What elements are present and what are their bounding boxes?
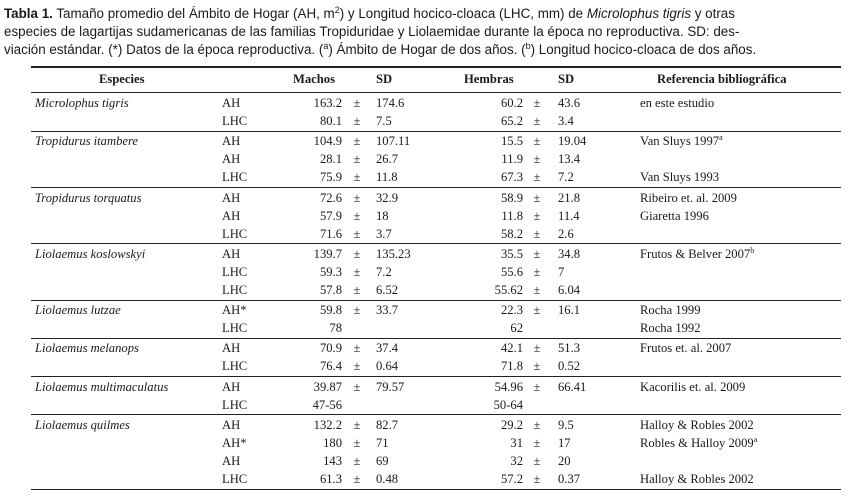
sd-machos-value: 174.6 bbox=[376, 96, 405, 110]
machos-value: 76.4 bbox=[319, 359, 342, 374]
variable-cell: AH bbox=[222, 96, 241, 110]
species-name: Liolaemus lutzae bbox=[35, 303, 121, 318]
species-name: Tropidurus itambere bbox=[35, 134, 138, 149]
caption-superscript: 2 bbox=[334, 5, 340, 15]
machos-value: 71.6 bbox=[319, 226, 342, 241]
species-name: Microlophus tigris bbox=[35, 96, 129, 110]
variable-cell: LHC bbox=[222, 114, 248, 129]
reference-text: Frutos et. al. 2007 bbox=[640, 341, 732, 356]
machos-value: 104.9 bbox=[313, 134, 342, 149]
plus-minus-hembras: ± bbox=[533, 134, 541, 149]
table-top-rule bbox=[31, 66, 841, 68]
caption-label: Tabla 1. bbox=[4, 6, 53, 21]
reference-cell bbox=[640, 416, 754, 435]
plus-minus-machos: ± bbox=[353, 379, 361, 394]
reference-text: Ribeiro et. al. 2009 bbox=[640, 190, 737, 205]
hembras-value: 11.9 bbox=[501, 152, 523, 167]
reference-text: Robles & Halloy 2009 bbox=[640, 435, 754, 450]
plus-minus-machos: ± bbox=[353, 264, 361, 279]
variable-cell: LHC bbox=[222, 397, 248, 412]
machos-value: 139.7 bbox=[313, 246, 342, 261]
plus-minus-machos: ± bbox=[353, 96, 361, 110]
plus-minus-hembras: ± bbox=[533, 170, 541, 185]
sd-machos-value: 7.2 bbox=[376, 264, 392, 279]
machos-value: 47-56 bbox=[312, 397, 342, 412]
sd-hembras-value: 0.52 bbox=[558, 359, 581, 374]
plus-minus-hembras: ± bbox=[533, 359, 541, 374]
machos-value: 78 bbox=[329, 321, 342, 336]
reference-text: Kacorilis et. al. 2009 bbox=[640, 379, 746, 394]
variable-cell: AH bbox=[222, 379, 241, 394]
machos-value: 80.1 bbox=[319, 114, 342, 129]
plus-minus-hembras bbox=[531, 396, 543, 415]
plus-minus-machos: ± bbox=[353, 453, 361, 468]
sd-hembras-value: 6.04 bbox=[558, 283, 581, 297]
sd-machos-value: 18 bbox=[376, 208, 389, 223]
machos-value: 28.1 bbox=[319, 152, 342, 167]
hembras-value: 29.2 bbox=[500, 417, 523, 432]
machos-value: 72.6 bbox=[319, 190, 342, 205]
machos-value: 59.8 bbox=[319, 303, 342, 318]
caption-text: ) Longitud hocico-cloaca de dos años. bbox=[530, 42, 757, 57]
sd-hembras-value: 21.8 bbox=[558, 190, 581, 205]
hembras-value: 55.62 bbox=[494, 283, 523, 297]
caption-superscript: b bbox=[525, 41, 531, 51]
caption-text: viación estándar. (*) Datos de la época reproductiva. ( bbox=[4, 42, 324, 57]
plus-minus-hembras: ± bbox=[533, 190, 541, 205]
hembras-value: 55.6 bbox=[500, 264, 523, 279]
hembras-value: 58.9 bbox=[500, 190, 523, 205]
sd-machos-value: 26.7 bbox=[376, 152, 399, 167]
variable-cell: LHC bbox=[222, 170, 248, 185]
sd-hembras-value: 2.6 bbox=[558, 226, 574, 241]
caption-text: y otras bbox=[691, 6, 735, 21]
plus-minus-hembras: ± bbox=[533, 435, 541, 450]
hembras-value: 58.2 bbox=[500, 226, 523, 241]
reference-text: Halloy & Robles 2002 bbox=[640, 417, 754, 432]
plus-minus-hembras: ± bbox=[533, 379, 541, 394]
table-bottom-rule bbox=[31, 489, 841, 491]
machos-value: 57.9 bbox=[319, 208, 342, 223]
hembras-value: 62 bbox=[510, 321, 523, 336]
reference-cell bbox=[640, 301, 701, 320]
reference-superscript: a bbox=[753, 434, 758, 444]
plus-minus-machos: ± bbox=[353, 417, 361, 432]
plus-minus-hembras: ± bbox=[533, 246, 541, 261]
sd-hembras-value bbox=[558, 319, 628, 338]
variable-cell: AH bbox=[222, 246, 241, 261]
machos-value: 180 bbox=[323, 435, 342, 450]
plus-minus-hembras: ± bbox=[533, 303, 541, 318]
plus-minus-machos: ± bbox=[353, 435, 361, 450]
hembras-value: 35.5 bbox=[500, 246, 523, 261]
reference-cell bbox=[640, 168, 719, 187]
sd-hembras-value: 7 bbox=[558, 264, 565, 279]
header-rule bbox=[31, 92, 841, 93]
table-caption bbox=[4, 5, 847, 59]
sd-hembras-value: 17 bbox=[558, 435, 571, 450]
variable-cell: AH bbox=[222, 190, 241, 205]
sd-hembras-value: 9.5 bbox=[558, 417, 574, 432]
plus-minus-machos: ± bbox=[353, 134, 361, 149]
machos-value: 143 bbox=[323, 453, 342, 468]
plus-minus-machos: ± bbox=[353, 341, 361, 356]
variable-cell: LHC bbox=[222, 264, 248, 279]
reference-cell bbox=[640, 339, 731, 358]
reference-cell bbox=[640, 207, 709, 226]
machos-value: 59.3 bbox=[319, 264, 342, 279]
plus-minus-hembras: ± bbox=[533, 472, 541, 486]
hembras-value: 22.3 bbox=[500, 303, 523, 318]
plus-minus-hembras: ± bbox=[533, 96, 541, 110]
plus-minus-machos: ± bbox=[353, 152, 361, 167]
plus-minus-hembras: ± bbox=[533, 283, 541, 297]
sd-machos-value: 135.23 bbox=[376, 246, 411, 261]
sd-machos-value: 33.7 bbox=[376, 303, 399, 318]
sd-hembras-value: 19.04 bbox=[558, 134, 587, 149]
machos-value: 132.2 bbox=[313, 417, 342, 432]
variable-cell: LHC bbox=[222, 321, 248, 336]
plus-minus-hembras: ± bbox=[533, 152, 541, 167]
plus-minus-hembras: ± bbox=[533, 341, 541, 356]
hembras-value: 31 bbox=[510, 435, 523, 450]
sd-hembras-value: 20 bbox=[558, 453, 571, 468]
hembras-value: 42.1 bbox=[500, 341, 523, 356]
hembras-value: 57.2 bbox=[500, 472, 523, 486]
variable-cell: AH bbox=[222, 341, 241, 356]
machos-value: 61.3 bbox=[319, 472, 342, 486]
caption-line-2 bbox=[4, 23, 847, 41]
sd-machos-value: 82.7 bbox=[376, 417, 399, 432]
hembras-value: 67.3 bbox=[500, 170, 523, 185]
sd-machos-value: 69 bbox=[376, 453, 389, 468]
variable-cell: AH bbox=[222, 417, 241, 432]
machos-value: 75.9 bbox=[319, 170, 342, 185]
plus-minus-machos: ± bbox=[353, 359, 361, 374]
plus-minus-machos: ± bbox=[353, 283, 361, 297]
caption-superscript: a bbox=[323, 41, 329, 51]
reference-cell bbox=[640, 132, 723, 151]
variable-cell: AH bbox=[222, 152, 241, 167]
sd-hembras-value: 3.4 bbox=[558, 114, 574, 129]
plus-minus-hembras: ± bbox=[533, 226, 541, 241]
hembras-value: 65.2 bbox=[500, 114, 523, 129]
plus-minus-hembras: ± bbox=[533, 208, 541, 223]
variable-cell: LHC bbox=[222, 226, 248, 241]
reference-text: en este estudio bbox=[640, 96, 715, 110]
sd-hembras-value: 43.6 bbox=[558, 96, 581, 110]
sd-hembras-value: 11.4 bbox=[558, 208, 580, 223]
sd-machos-value: 3.7 bbox=[376, 226, 392, 241]
plus-minus-machos: ± bbox=[353, 246, 361, 261]
header-hembras: Hembras bbox=[464, 72, 514, 86]
variable-cell: AH bbox=[222, 208, 241, 223]
plus-minus-machos bbox=[351, 396, 363, 415]
reference-cell bbox=[640, 189, 737, 208]
sd-hembras-value: 34.8 bbox=[558, 246, 581, 261]
caption-line-3 bbox=[4, 41, 847, 59]
variable-cell: LHC bbox=[222, 472, 248, 486]
sd-hembras-value bbox=[558, 396, 628, 415]
sd-hembras-value: 13.4 bbox=[558, 152, 581, 167]
hembras-value: 15.5 bbox=[500, 134, 523, 149]
variable-cell: LHC bbox=[222, 283, 248, 297]
sd-machos-value: 32.9 bbox=[376, 190, 399, 205]
header-especies: Especies bbox=[99, 72, 145, 86]
plus-minus-machos bbox=[351, 319, 363, 338]
sd-machos-value bbox=[376, 396, 446, 415]
reference-text: Rocha 1992 bbox=[640, 321, 701, 336]
caption-line-1 bbox=[4, 5, 847, 23]
header-sd-hembras: SD bbox=[558, 72, 575, 86]
reference-superscript: a bbox=[719, 133, 723, 143]
sd-machos-value: 6.52 bbox=[376, 283, 399, 297]
plus-minus-machos: ± bbox=[353, 303, 361, 318]
caption-text: ) y Longitud hocico-cloaca (LHC, mm) de bbox=[339, 6, 587, 21]
plus-minus-machos: ± bbox=[353, 190, 361, 205]
hembras-value: 60.2 bbox=[500, 96, 523, 110]
species-name: Liolaemus koslowskyi bbox=[35, 246, 146, 261]
reference-cell bbox=[640, 378, 745, 397]
reference-cell bbox=[640, 470, 754, 489]
sd-machos-value: 107.11 bbox=[376, 134, 411, 149]
reference-text: Giaretta 1996 bbox=[640, 208, 709, 223]
header-machos: Machos bbox=[293, 72, 335, 86]
reference-text: Frutos & Belver 2007 bbox=[640, 246, 751, 261]
sd-machos-value: 79.57 bbox=[376, 379, 405, 394]
species-name: Liolaemus melanops bbox=[35, 341, 139, 356]
reference-text: Rocha 1999 bbox=[640, 303, 701, 318]
hembras-value: 32 bbox=[510, 453, 523, 468]
machos-value: 70.9 bbox=[319, 341, 342, 356]
plus-minus-hembras: ± bbox=[533, 453, 541, 468]
hembras-value: 50-64 bbox=[493, 397, 523, 412]
sd-hembras-value: 51.3 bbox=[558, 341, 581, 356]
reference-text: Van Sluys 1993 bbox=[640, 170, 720, 185]
plus-minus-machos: ± bbox=[353, 226, 361, 241]
sd-hembras-value: 16.1 bbox=[558, 303, 581, 318]
plus-minus-hembras: ± bbox=[533, 114, 541, 129]
plus-minus-hembras bbox=[531, 319, 543, 338]
plus-minus-hembras: ± bbox=[533, 264, 541, 279]
machos-value: 57.8 bbox=[319, 283, 342, 297]
variable-cell: AH* bbox=[222, 303, 247, 318]
species-name: Tropidurus torquatus bbox=[35, 190, 142, 205]
sd-machos-value: 0.48 bbox=[376, 472, 399, 486]
machos-value: 39.87 bbox=[313, 379, 342, 394]
caption-text: ) Ámbito de Hogar de dos años. ( bbox=[328, 42, 526, 57]
sd-machos-value: 7.5 bbox=[376, 114, 392, 129]
reference-superscript: b bbox=[750, 245, 755, 255]
hembras-value: 11.8 bbox=[501, 208, 523, 223]
plus-minus-machos: ± bbox=[353, 208, 361, 223]
reference-cell bbox=[640, 434, 757, 453]
reference-cell bbox=[640, 94, 714, 113]
species-name: Liolaemus multimaculatus bbox=[35, 379, 169, 394]
sd-machos-value: 37.4 bbox=[376, 341, 399, 356]
sd-hembras-value: 7.2 bbox=[558, 170, 574, 185]
caption-text: especies de lagartijas sudamericanas de las familias Tropiduridae y Liolaemidae durante la época no reproductiva. SD: des- bbox=[4, 24, 740, 39]
variable-cell: AH* bbox=[222, 435, 247, 450]
sd-hembras-value: 0.37 bbox=[558, 472, 581, 486]
hembras-value: 54.96 bbox=[494, 379, 523, 394]
caption-species-name: Microlophus tigris bbox=[586, 6, 692, 21]
reference-cell bbox=[640, 319, 701, 338]
header-referencia: Referencia bibliográfica bbox=[657, 72, 787, 86]
variable-cell: AH bbox=[222, 453, 241, 468]
plus-minus-machos: ± bbox=[353, 114, 361, 129]
reference-text: Halloy & Robles 2002 bbox=[640, 472, 754, 486]
reference-text: Van Sluys 1997 bbox=[640, 134, 720, 149]
variable-cell: LHC bbox=[222, 359, 248, 374]
plus-minus-hembras: ± bbox=[533, 417, 541, 432]
sd-machos-value: 11.8 bbox=[376, 170, 398, 185]
header-sd-machos: SD bbox=[376, 72, 393, 86]
plus-minus-machos: ± bbox=[353, 472, 361, 486]
hembras-value: 71.8 bbox=[500, 359, 523, 374]
sd-machos-value: 0.64 bbox=[376, 359, 399, 374]
species-name: Liolaemus quilmes bbox=[35, 417, 130, 432]
machos-value: 163.2 bbox=[313, 96, 342, 110]
caption-text: Tamaño promedio del Ámbito de Hogar (AH, m bbox=[56, 6, 335, 21]
reference-cell bbox=[640, 245, 754, 264]
plus-minus-machos: ± bbox=[353, 170, 361, 185]
variable-cell: AH bbox=[222, 134, 241, 149]
sd-machos-value bbox=[376, 319, 446, 338]
sd-hembras-value: 66.41 bbox=[558, 379, 587, 394]
sd-machos-value: 71 bbox=[376, 435, 389, 450]
